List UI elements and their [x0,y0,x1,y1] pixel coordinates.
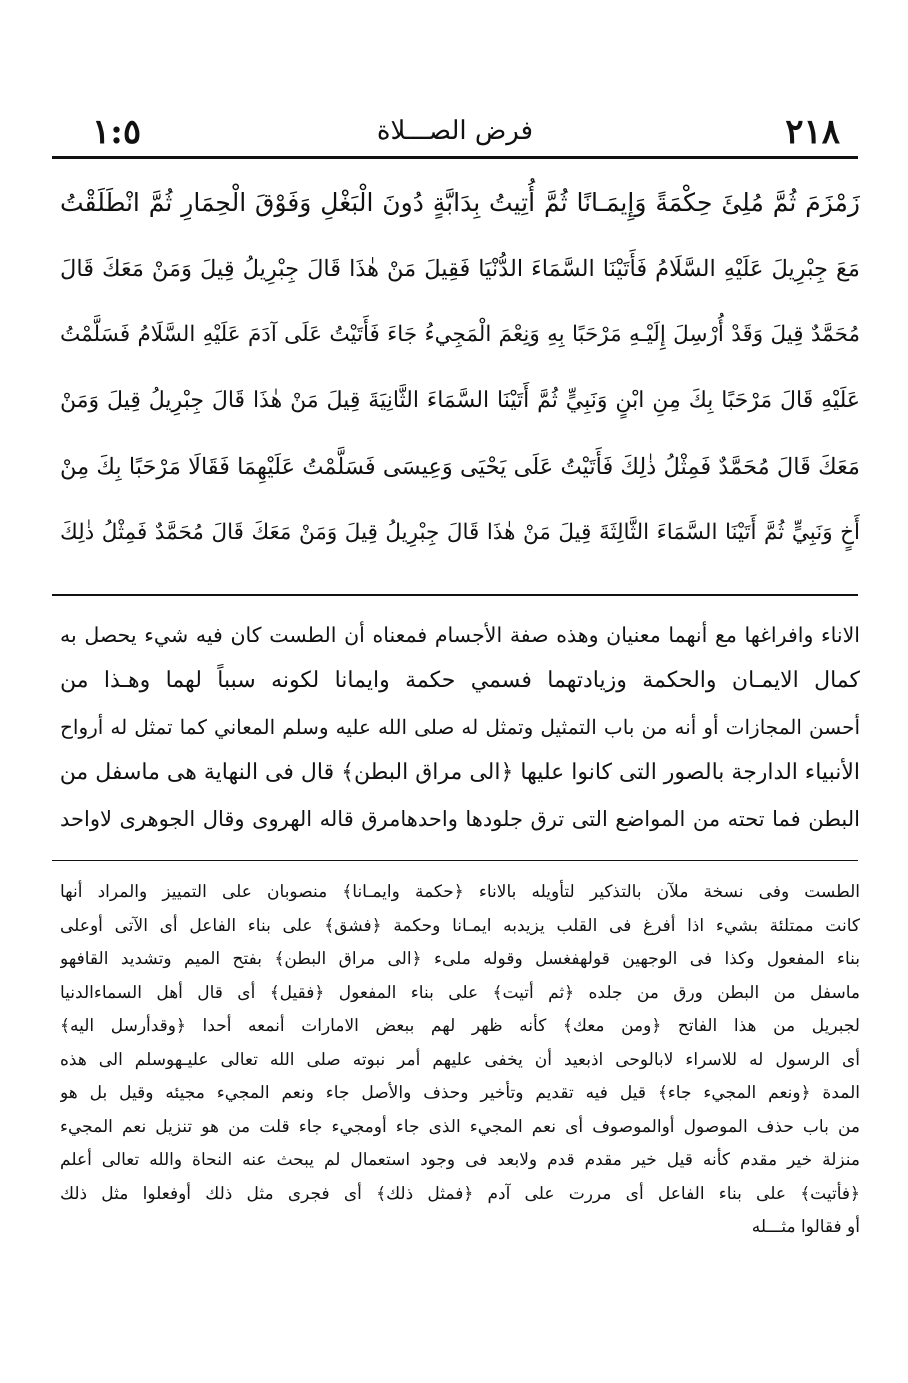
footnote-line: من باب حذف الموصول أوالموصوف أى نعم المجيء الذى جاء أومجيء جاء قلت من هو تنزيل نعم المجيء [60,1116,860,1137]
footnote-line: ماسفل من البطن ورق من جلده ﴿ثم أتيت﴾ على بناء المفعول ﴿فقيل﴾ أى قال أهل السماءالدنيا [60,982,860,1003]
page-header [52,108,858,156]
commentary-line: البطن فما تحته من المواضع التى ترق جلودها واحدهامرق قاله الهروى وقال الجوهرى لاواحد [60,807,860,831]
footnote-line: أى الرسول له للاسراء لابالوحى اذبعيد أن يخفى عليهم أمر نبوته صلى الله تعالى عليـهوسلم الى هذه [60,1049,860,1070]
footnote-line: بناء المفعول وكذا فى الوجهين قولهفغسل وقوله ملىء ﴿الى مراق البطن﴾ بفتح الميم وتشديد القافهو [60,949,860,969]
hadith-line: أَخٍ وَنَبِيٍّ ثُمَّ أَتَيْنَا السَّمَاءَ الثَّالِثَةَ قِيلَ مَنْ هٰذَا قَالَ جِبْرِيلُ قِيلَ وَمَنْ مَعَكَ قَالَ مُحَمَّدٌ فَمِثْلُ ذٰلِكَ [60,520,860,545]
commentary-divider [52,860,858,861]
commentary-line: كمال الايمـان والحكمة وزيادتهما فسمي حكمة وايمانا لكونه سبباً لهما وهـذا من [60,668,860,693]
footnote-line: كانت ممتلئة بشيء اذا أفرغ فى القلب يزيدبه ايمـانا وحكمة ﴿فشق﴾ على بناء الفاعل أى الآتى أوعلى [60,915,860,936]
footnote-line: المدة ﴿ونعم المجيء جاء﴾ قيل فيه تقديم وتأخير وحذف والأصل جاء ونعم المجيء مجيئه وقيل بل هو [60,1083,860,1103]
hadith-text-block [60,170,860,566]
hadith-line: زَمْزَمَ ثُمَّ مُلِئَ حِكْمَةً وَإِيمَـانًا ثُمَّ أُتِيتُ بِدَابَّةٍ دُونَ الْبَغْلِ وَفَوْقَ الْحِمَارِ ثُمَّ انْطَلَقْتُ [60,188,860,217]
footnote-line: ﴿فأتيت﴾ على بناء الفاعل أى مررت على آدم ﴿فمثل ذلك﴾ أى فجرى مثل ذلك أوفعلوا مثل ذلك [60,1183,860,1204]
footnote-block [60,876,860,1245]
commentary-line: أحسن المجازات أو أنه من باب التمثيل وتمثل له صلى الله عليه وسلم المعاني كما تمثل له أرواح [60,715,860,739]
footnote-line: الطست وفى نسخة ملآن بالتذكير لتأويله بالاناء ﴿حكمة وايمـانا﴾ منصوبان على التمييز والمراد أنها [60,882,860,902]
commentary-block [60,612,860,842]
hadith-line: مَعَ جِبْرِيلَ عَلَيْهِ السَّلَامُ فَأَتَيْنَا السَّمَاءَ الدُّنْيَا فَقِيلَ مَنْ هٰذَا قَالَ جِبْرِيلُ قِيلَ وَمَنْ مَعَكَ قَالَ [60,256,860,282]
section-number: ١:٥ [92,112,142,152]
hadith-line: مُحَمَّدٌ قِيلَ وَقَدْ أُرْسِلَ إِلَيْـهِ مَرْحَبًا بِهِ وَنِعْمَ الْمَجِيءُ جَاءَ فَأَتَيْتُ عَلَى آدَمَ عَلَيْهِ السَّلَامُ فَسَلَّمْتُ [60,322,860,347]
main-text-divider [52,594,858,596]
running-title: فرض الصـــلاة [376,116,534,146]
page-number: ٢١٨ [785,112,840,152]
hadith-line: مَعَكَ قَالَ مُحَمَّدٌ فَمِثْلُ ذٰلِكَ فَأَتَيْتُ عَلَى يَحْيَى وَعِيسَى فَسَلَّمْتُ عَلَيْهِمَا فَقَالَا مَرْحَبًا بِكَ مِنْ [60,454,860,480]
footnote-line: لجبريل من هذا الفاتح ﴿ومن معك﴾ كأنه ظهر لهم ببعض الامارات أنمعه أحدا ﴿وقدأرسل اليه﴾ [60,1016,860,1036]
commentary-line: الاناء وافراغها مع أنهما معنيان وهذه صفة الأجسام فمعناه أن الطست كان فيه شيء يحصل به [60,623,860,647]
footnote-line: منزلة خير مقدم كأنه قيل خير مقدم قدم ولابعد فى وجود استعمال لم يبحث عنه النحاة والله تعالى أعلم [60,1150,860,1170]
footnote-line: أو فقالوا مثـــله [751,1217,860,1237]
header-rule [52,156,858,159]
hadith-line: عَلَيْهِ قَالَ مَرْحَبًا بِكَ مِنِ ابْنٍ وَنَبِيٍّ ثُمَّ أَتَيْنَا السَّمَاءَ الثَّانِيَةَ قِيلَ مَنْ هٰذَا قَالَ جِبْرِيلُ قِيلَ وَمَنْ [60,388,860,413]
commentary-line: الأنبياء الدارجة بالصور التى كانوا عليها ﴿الى مراق البطن﴾ قال فى النهاية هى ماسفل من [60,760,860,785]
